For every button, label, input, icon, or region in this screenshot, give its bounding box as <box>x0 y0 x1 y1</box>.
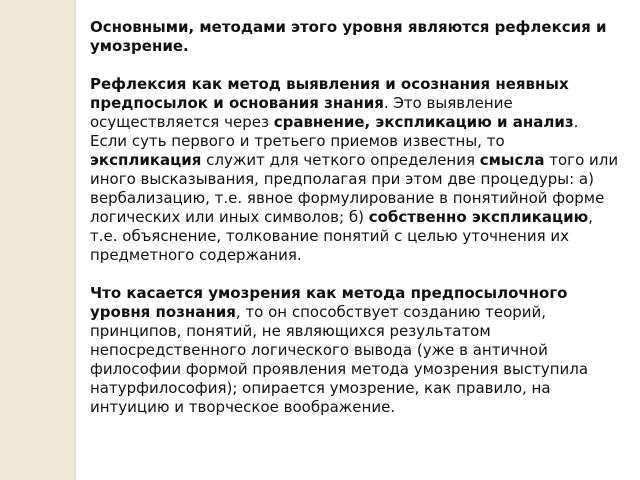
bold-text: Что касается умозрения как метода предпосылочного уровня познания <box>90 284 568 321</box>
bold-text: Основными, методами этого уровня являются рефлексия и умозрение. <box>90 18 607 55</box>
bold-text: Рефлексия как метод выявления и осознания неявных предпосылок и основания знания <box>90 75 569 112</box>
bold-text: экспликация <box>90 151 202 169</box>
decorative-left-band <box>0 0 76 480</box>
bold-text: собственно экспликацию <box>368 208 589 226</box>
slide-content <box>90 18 620 436</box>
body-text: того или иного высказывания, предполагая при этом две процедуры: а) вербализацию, т.е. явное формулирование в понятийной форме логических или иных символов; б) <box>90 151 619 226</box>
body-text: , то он способствует созданию теорий, принципов, понятий, не являющихся результатом непосредственного логического вывода (уже в античной философии формой проявления метода умозрения выступила натурфилософия); опирается умозрение, как правило, на интуицию и творческое воображение. <box>90 303 589 416</box>
body-text: . Если суть первого и третьего приемов известны, то <box>90 113 579 150</box>
paragraph-methods-intro <box>90 18 620 56</box>
paragraph-speculation <box>90 284 620 417</box>
bold-text: смысла <box>479 151 545 169</box>
body-text: . Это выявление осуществляется через <box>90 94 513 131</box>
body-text: , т.е. объяснение, толкование понятий с целью уточнения их предметного содержания. <box>90 208 594 264</box>
bold-text: сравнение, экспликацию и анализ <box>273 113 574 131</box>
paragraph-reflection <box>90 75 620 265</box>
body-text: служит для четкого определения <box>201 151 480 169</box>
